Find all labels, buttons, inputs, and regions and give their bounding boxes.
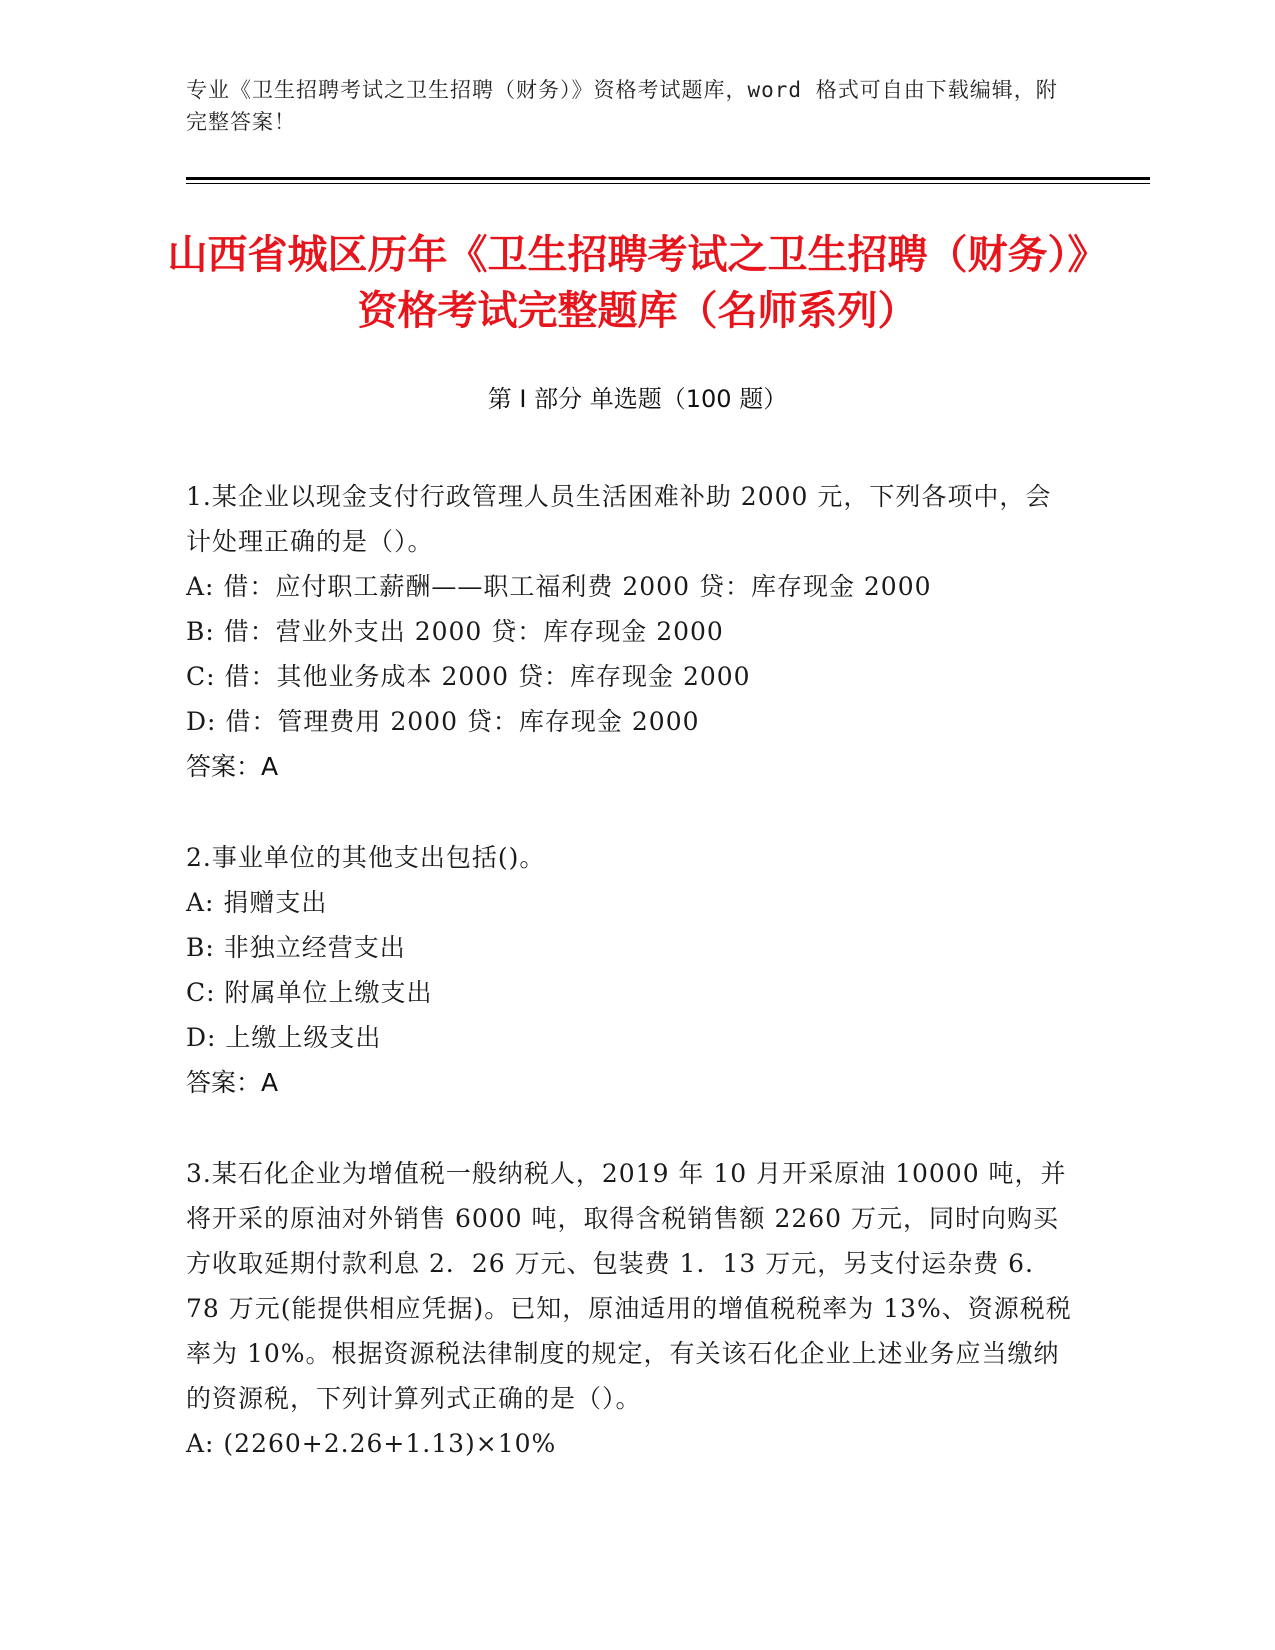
option-d: D: 借：管理费用 2000 贷：库存现金 2000: [186, 707, 700, 736]
header-note: 专业《卫生招聘考试之卫生招聘（财务）》资格考试题库，word 格式可自由下载编辑，附完整答案！: [186, 78, 1058, 134]
document-title: 山西省城区历年《卫生招聘考试之卫生招聘（财务）》资格考试完整题库（名师系列）: [167, 232, 1108, 334]
question-1: [186, 474, 1076, 789]
header-rule-thick: [186, 177, 1150, 180]
option-b: B: 借：营业外支出 2000 贷：库存现金 2000: [186, 617, 724, 646]
section-heading: 第 I 部分 单选题（100 题）: [487, 385, 788, 413]
option-c: C: 附属单位上缴支出: [186, 978, 433, 1007]
question-stem: 1.某企业以现金支付行政管理人员生活困难补助 2000 元，下列各项中，会计处理正确的是（）。: [186, 482, 1052, 556]
question-stem: 3.某石化企业为增值税一般纳税人，2019 年 10 月开采原油 10000 吨，并将开采的原油对外销售 6000 吨，取得含税销售额 2260 万元，同时向购买方收取延期付款利息 2．26 万元、包装费 1．13 万元，另支付运杂费 6．78 万元(能提供相应凭据)。已知，原油适用的增值税税率为 13%、资源税税率为 10%。根据资源税法律制度的规定，有关该石化企业上述业务应当缴纳的资源税，下列计算列式正确的是（）。: [186, 1159, 1072, 1413]
option-a: A: 捐赠支出: [186, 888, 328, 917]
option-a: A: (2260+2.26+1.13)×10%: [186, 1429, 557, 1458]
answer: 答案：A: [186, 1068, 279, 1097]
option-a: A: 借：应付职工薪酬——职工福利费 2000 贷：库存现金 2000: [186, 572, 932, 601]
option-c: C: 借：其他业务成本 2000 贷：库存现金 2000: [186, 662, 751, 691]
question-2: [186, 835, 1076, 1105]
header-rule-thin: [186, 183, 1150, 184]
question-stem: 2.事业单位的其他支出包括()。: [186, 843, 546, 872]
option-d: D: 上缴上级支出: [186, 1023, 382, 1052]
option-b: B: 非独立经营支出: [186, 933, 406, 962]
question-3: [186, 1151, 1076, 1466]
answer: 答案：A: [186, 752, 279, 781]
question-list: [186, 474, 1076, 1512]
